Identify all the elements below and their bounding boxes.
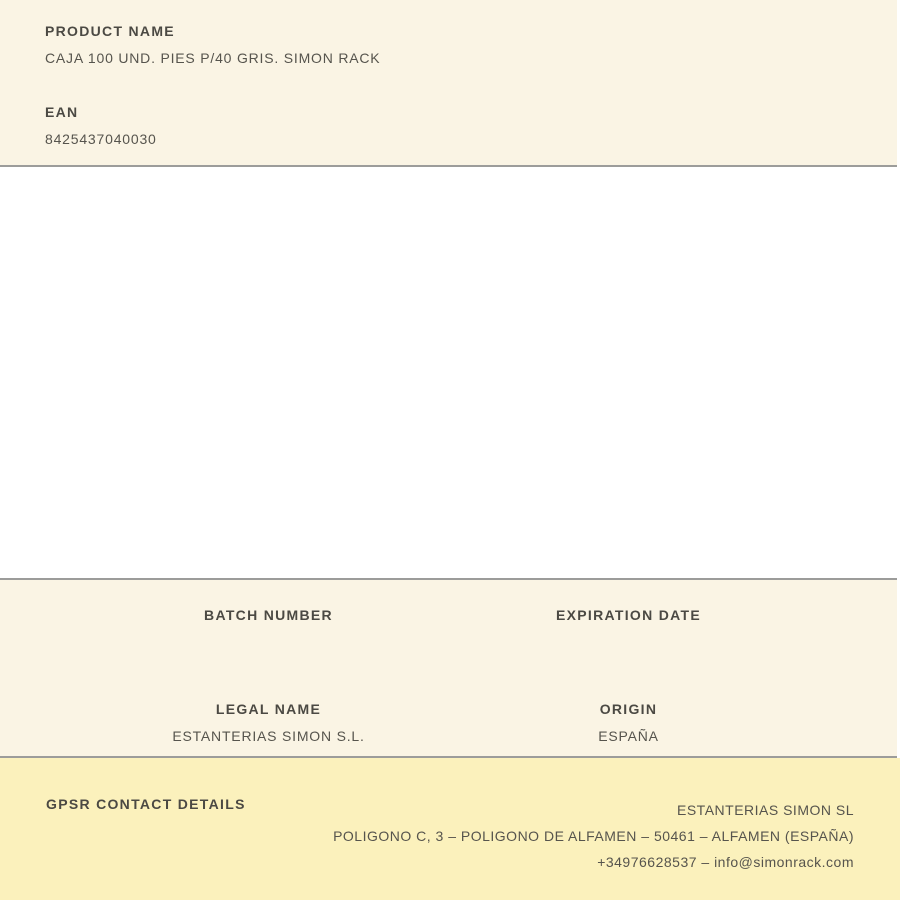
expiration-date-label: EXPIRATION DATE — [556, 607, 701, 623]
batch-number-field — [89, 608, 449, 635]
product-info-section — [0, 0, 897, 167]
expiration-date-field — [449, 608, 809, 635]
gpsr-company-line: ESTANTERIAS SIMON SL — [677, 802, 854, 818]
gpsr-contact-block — [333, 797, 854, 875]
ean-field — [45, 105, 852, 146]
legal-name-field — [89, 702, 449, 743]
product-name-label: PRODUCT NAME — [45, 23, 175, 39]
origin-label: ORIGIN — [599, 701, 658, 717]
traceability-section — [0, 578, 897, 758]
legal-name-label: LEGAL NAME — [215, 701, 322, 717]
origin-value: ESPAÑA — [598, 728, 659, 744]
batch-number-label: BATCH NUMBER — [204, 607, 333, 623]
gpsr-phone-email-line: +34976628537 – info@simonrack.com — [597, 854, 854, 870]
origin-field — [449, 702, 809, 743]
product-name-value: CAJA 100 UND. PIES P/40 GRIS. SIMON RACK — [45, 50, 381, 66]
gpsr-contact-section — [0, 758, 900, 900]
legal-name-value: ESTANTERIAS SIMON S.L. — [172, 728, 365, 744]
legal-origin-row — [89, 702, 809, 743]
empty-content-area — [0, 167, 900, 578]
product-name-field — [45, 24, 852, 65]
ean-label: EAN — [45, 104, 79, 120]
ean-value: 8425437040030 — [45, 131, 157, 147]
gpsr-address-line: POLIGONO C, 3 – POLIGONO DE ALFAMEN – 50461 – ALFAMEN (ESPAÑA) — [333, 828, 854, 844]
gpsr-contact-label: GPSR CONTACT DETAILS — [46, 796, 246, 812]
batch-expiration-row — [89, 608, 809, 635]
